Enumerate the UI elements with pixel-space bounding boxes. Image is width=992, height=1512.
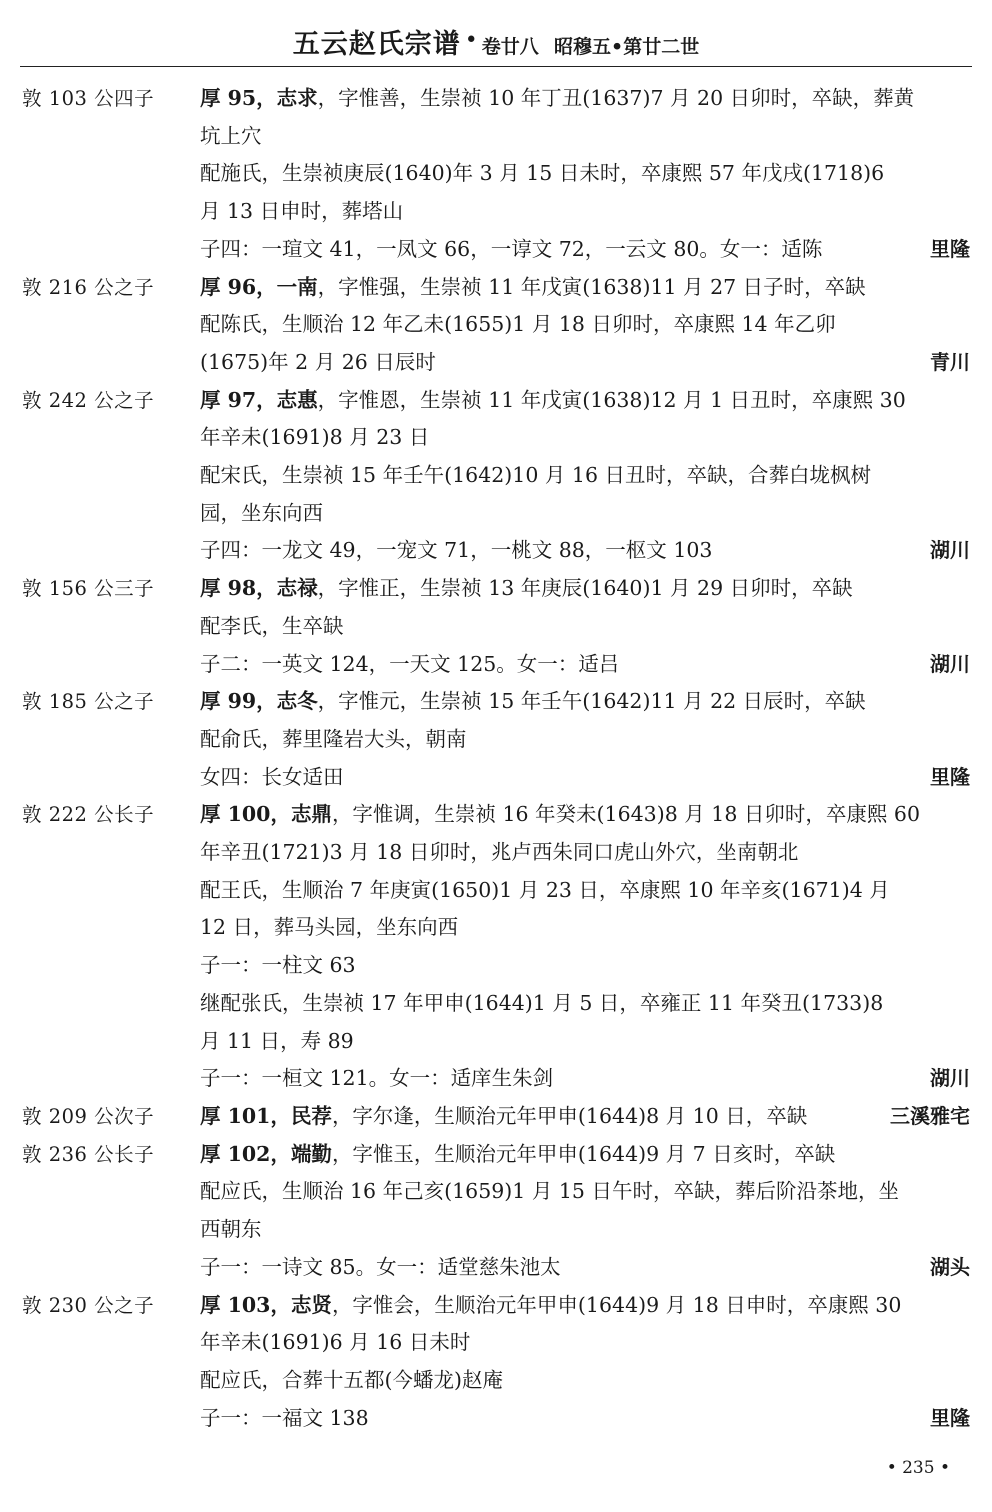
record-continuation: 坑上穴 (200, 123, 262, 148)
location-label: 里隆 (930, 764, 970, 789)
person-record (200, 1136, 970, 1174)
volume-label: 卷廿八 (481, 36, 539, 58)
location-label: 三溪雅宅 (890, 1103, 970, 1128)
birth-death-info: ，字惟调，生崇祯 16 年癸未(1643)8 月 18 日卯时，卒康熙 60 (331, 802, 921, 827)
spouse-continuation: 西朝东 (200, 1217, 262, 1242)
children-record: 子四：一龙文 49，一宠文 71，一桃文 88，一枢文 103 (200, 538, 713, 563)
entry-body (200, 80, 970, 269)
generation-label: 第廿二世 (623, 36, 700, 58)
person-record (200, 382, 970, 420)
children-row (200, 646, 970, 684)
genealogy-entry (0, 570, 992, 683)
children-row (200, 231, 970, 269)
birth-death-info: ，字惟善，生崇祯 10 年丁丑(1637)7 月 20 日卯时，卒缺，葬黄 (317, 86, 915, 110)
genealogy-entry (0, 796, 992, 1098)
children-record: 女四：长女适田 (200, 764, 344, 789)
header-rule (20, 66, 972, 67)
spouse-record: 配应氏，合葬十五都(今蟠龙)赵庵 (200, 1367, 503, 1392)
entry-body (200, 382, 970, 571)
person-number: 厚 96， (200, 274, 277, 299)
birth-death-info: ，字尔逢，生顺治元年甲申(1644)8 月 10 日，卒缺 (331, 1103, 808, 1128)
entry-body (200, 1136, 970, 1287)
person-record (200, 1287, 970, 1325)
spouse-continuation: 园，坐东向西 (200, 500, 323, 525)
birth-death-info: ，字惟正，生崇祯 13 年庚辰(1640)1 月 29 日卯时，卒缺 (317, 576, 853, 601)
spouse-continuation: 12 日，葬马头园，坐东向西 (200, 915, 459, 940)
record-continuation: 年辛未(1691)6 月 16 日未时 (200, 1330, 471, 1355)
genealogy-entry (0, 382, 992, 571)
parent-reference: 敦 216 公之子 (22, 275, 155, 299)
spouse-record: 配李氏，生卒缺 (200, 613, 344, 638)
genealogy-title: 五云赵氏宗谱 (292, 29, 461, 60)
location-label: 湖川 (930, 651, 970, 676)
person-location-row (200, 1098, 970, 1136)
person-number: 厚 99， (200, 689, 277, 714)
birth-death-info: ，字惟恩，生崇祯 11 年戊寅(1638)12 月 1 日丑时，卒康熙 30 (317, 387, 906, 412)
second-spouse-record: 继配张氏，生崇祯 17 年甲申(1644)1 月 5 日，卒雍正 11 年癸丑(1733)8 (200, 990, 884, 1015)
location-label: 湖头 (930, 1254, 970, 1279)
children-record: 子一：一诗文 85。女一：适堂慈朱池太 (200, 1254, 561, 1279)
children-record: 子四：一瑄文 41，一凤文 66，一谆文 72，一云文 80。女一：适陈 (200, 236, 823, 261)
spouse-record: 配应氏，生顺治 16 年己亥(1659)1 月 15 日午时，卒缺，葬后阶沿茶地，坐 (200, 1179, 899, 1204)
genealogy-entry (0, 269, 992, 382)
person-number: 厚 101， (200, 1103, 291, 1128)
parent-reference: 敦 222 公长子 (22, 803, 155, 827)
person-record (200, 683, 970, 721)
genealogy-entry (0, 683, 992, 796)
birth-death-info: ，字惟强，生崇祯 11 年戊寅(1638)11 月 27 日子时，卒缺 (317, 274, 866, 299)
spouse-continuation: (1675)年 2 月 26 日辰时 (200, 349, 436, 374)
location-label: 湖川 (930, 538, 970, 563)
person-name: 一南 (276, 274, 318, 299)
children-record: 子一：一福文 138 (200, 1405, 369, 1430)
parent-reference: 敦 209 公次子 (22, 1104, 155, 1128)
parent-reference: 敦 185 公之子 (22, 690, 155, 714)
person-name: 志冬 (276, 689, 318, 714)
children-record: 子一：一桓文 121。女一：适庠生朱剑 (200, 1066, 554, 1091)
children-row (200, 759, 970, 797)
person-number: 厚 100， (200, 802, 291, 827)
parent-reference: 敦 103 公四子 (22, 87, 155, 110)
spouse-record: 配王氏，生顺治 7 年庚寅(1650)1 月 23 日，卒康熙 10 年辛亥(1671)4 月 (200, 877, 890, 902)
entry-body (200, 1098, 970, 1136)
person-name: 志求 (276, 86, 318, 110)
person-record (200, 570, 970, 608)
person-name: 志惠 (276, 387, 318, 412)
parent-reference: 敦 236 公长子 (22, 1142, 155, 1166)
person-name: 志贤 (290, 1292, 332, 1317)
children-record-first: 子一：一柱文 63 (200, 953, 356, 978)
genealogy-entry (0, 80, 992, 269)
birth-death-info: ，字惟玉，生顺治元年甲申(1644)9 月 7 日亥时，卒缺 (331, 1141, 836, 1166)
entry-body (200, 1287, 970, 1438)
children-row (200, 1249, 970, 1287)
genealogy-entry (0, 1136, 992, 1287)
person-record (200, 1098, 807, 1136)
person-record (200, 80, 970, 118)
person-number: 厚 98， (200, 576, 277, 601)
section-label: 昭穆五 (554, 36, 612, 58)
person-number: 厚 102， (200, 1141, 291, 1166)
spouse-continuation: 月 13 日申时，葬塔山 (200, 199, 404, 224)
genealogy-entry (0, 1098, 992, 1136)
header-separator-2: • (611, 36, 624, 58)
birth-death-info: ，字惟元，生崇祯 15 年壬午(1642)11 月 22 日辰时，卒缺 (317, 689, 866, 714)
page-header (0, 22, 992, 61)
spouse-record: 配施氏，生崇祯庚辰(1640)年 3 月 15 日未时，卒康熙 57 年戊戌(1718)6 (200, 161, 885, 186)
page-number: • 235 • (886, 1458, 950, 1478)
person-record (200, 269, 970, 307)
location-label: 青川 (930, 349, 970, 374)
entry-body (200, 683, 970, 796)
spouse-record: 配宋氏，生崇祯 15 年壬午(1642)10 月 16 日丑时，卒缺，合葬白垅枫树 (200, 463, 872, 488)
person-record (200, 796, 970, 834)
children-row (200, 1400, 970, 1438)
spouse-record: 配俞氏，葬里隆岩大头，朝南 (200, 726, 467, 751)
record-continuation: 年辛丑(1721)3 月 18 日卯时，兆卢西朱同口虎山外穴，坐南朝北 (200, 840, 799, 865)
parent-reference: 敦 156 公三子 (22, 577, 155, 601)
spouse-record: 配陈氏，生顺治 12 年乙未(1655)1 月 18 日卯时，卒康熙 14 年乙卯 (200, 312, 836, 337)
children-row (200, 1060, 970, 1098)
entry-body (200, 269, 970, 382)
spouse-location-row (200, 344, 970, 382)
header-separator: • (464, 28, 478, 53)
record-continuation: 年辛未(1691)8 月 23 日 (200, 425, 430, 450)
genealogy-entry (0, 1287, 992, 1438)
person-name: 志禄 (276, 576, 318, 601)
birth-death-info: ，字惟会，生顺治元年甲申(1644)9 月 18 日申时，卒康熙 30 (331, 1292, 902, 1317)
genealogy-entries (0, 80, 992, 1437)
children-record: 子二：一英文 124，一天文 125。女一：适吕 (200, 651, 620, 676)
children-row (200, 532, 970, 570)
person-name: 端勤 (290, 1141, 332, 1166)
location-label: 湖川 (930, 1066, 970, 1091)
person-name: 民荐 (290, 1103, 332, 1128)
person-name: 志鼎 (290, 802, 332, 827)
second-spouse-continuation: 月 11 日，寿 89 (200, 1028, 354, 1053)
person-number: 厚 103， (200, 1292, 291, 1317)
location-label: 里隆 (930, 1405, 970, 1430)
parent-reference: 敦 242 公之子 (22, 388, 155, 412)
entry-body (200, 796, 970, 1098)
parent-reference: 敦 230 公之子 (22, 1293, 155, 1317)
location-label: 里隆 (930, 236, 970, 261)
person-number: 厚 95， (200, 86, 277, 110)
person-number: 厚 97， (200, 387, 277, 412)
entry-body (200, 570, 970, 683)
